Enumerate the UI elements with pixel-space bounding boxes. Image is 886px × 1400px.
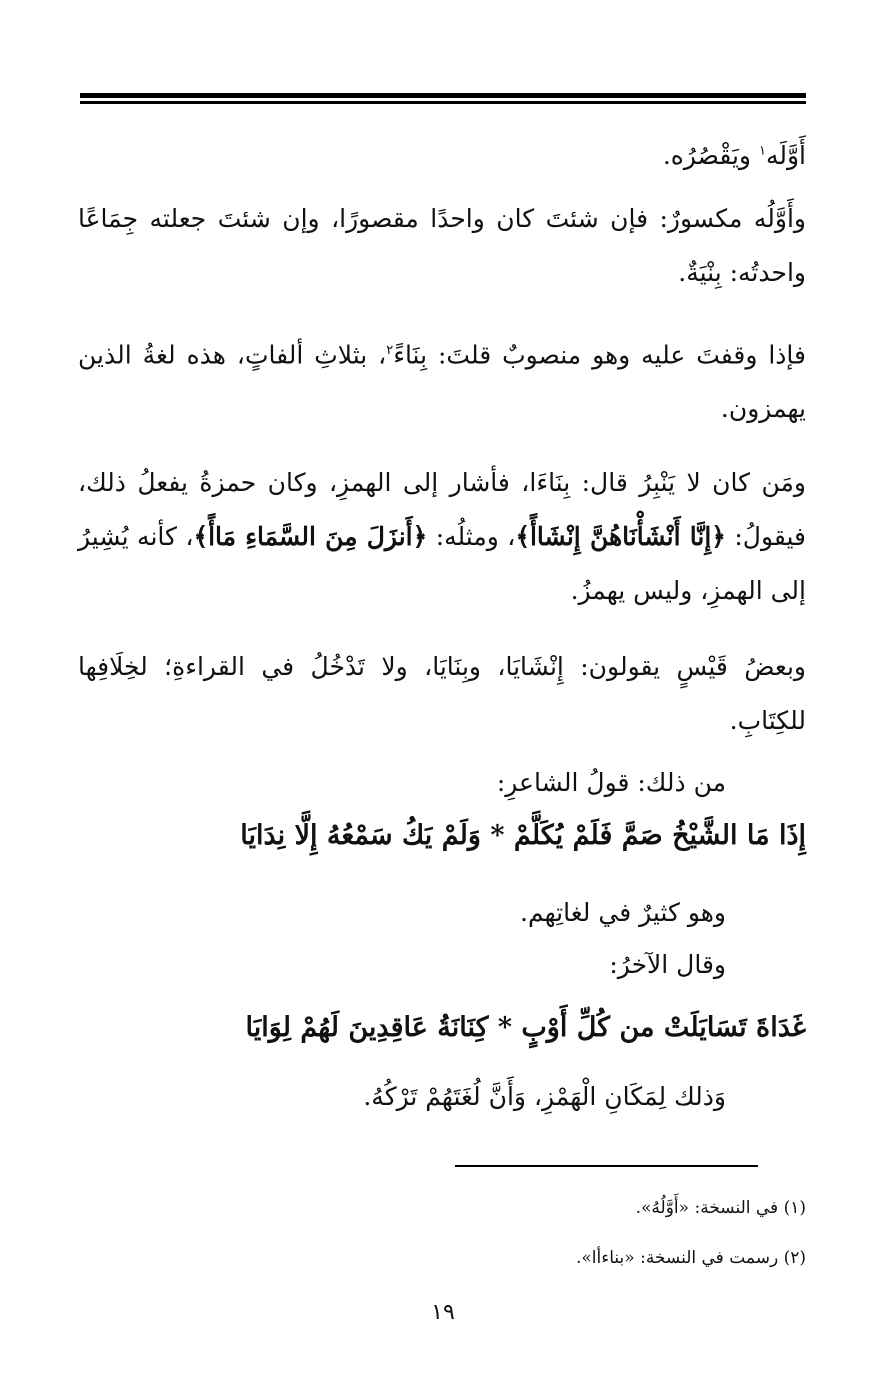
footnote-2: (٢) رسمت في النسخة: «بناءأا».	[576, 1248, 806, 1268]
paragraph-4-part-b: ، ومثلُه:	[427, 522, 516, 551]
text-line-poet-intro: من ذلك: قولُ الشاعرِ:	[496, 768, 726, 797]
paragraph-4-part-c: ، كأنه يُشِيرُ إلى الهمزِ، وليس يهمزُ.	[78, 522, 806, 605]
paragraph-3-text	[78, 324, 806, 436]
paragraph-3-part-a: فإذا وقفتَ عليه وهو منصوبٌ قلتَ: بِنَاءً	[393, 340, 806, 370]
text-line-1	[663, 141, 806, 170]
paragraph-4	[78, 456, 806, 618]
quran-quote-2: ﴿أَنزَلَ مِنَ السَّمَاءِ مَاأً﴾	[193, 522, 428, 551]
footnote-ref-2[interactable]: ٢	[386, 343, 394, 358]
footnote-rule	[455, 1165, 758, 1167]
page-number: ١٩	[431, 1300, 455, 1325]
quran-quote-1: ﴿إِنَّا أَنْشَأْنَاهُنَّ إِنْشَاأً﴾	[515, 522, 726, 551]
paragraph-3-part-b: ، بثلاثِ ألفاتٍ، هذه لغةُ الذين يهمزون.	[78, 340, 806, 424]
text-line-1-rest: ويَقْصُرُه.	[662, 141, 759, 170]
text-line-8: وقال الآخرُ:	[609, 950, 726, 979]
verse-1: إِذَا مَا الشَّيْخُ صَمَّ فَلَمْ يُكَلَّمْ * وَلَمْ يَكُ سَمْعُهُ إِلَّا نِدَايَا	[240, 820, 806, 851]
verse-2: غَدَاةَ تَسَايَلَتْ من كُلِّ أَوْبٍ * كِنَانَةُ عَاقِدِينَ لَهُمْ لِوَايَا	[245, 1012, 806, 1043]
footnote-1: (١) في النسخة: «أَوَّلُهُ».	[635, 1198, 806, 1218]
paragraph-2-text: وأَوَّلُه مكسورٌ: فإن شئتَ كان واحدًا مقصورًا، وإن شئتَ جعلته جِمَاعًا واحدتُه: بِنْيَةٌ.	[78, 204, 806, 287]
paragraph-4-part-a: ومَن كان لا يَنْبِرُ قال: بِنَاءَا، فأشار إلى الهمزِ، وكان حمزةُ يفعلُ ذلك، فيقولُ:	[78, 468, 807, 551]
header-rule-thick	[80, 93, 806, 98]
paragraph-3	[78, 324, 806, 436]
paragraph-4-text	[78, 456, 806, 618]
footnote-ref-1[interactable]: ١	[758, 143, 766, 159]
text-line-9: وَذلك لِمَكَانِ الْهَمْزِ، وَأَنَّ لُغَتَهُمْ تَرْكُهُ.	[363, 1082, 726, 1111]
word-awwalah: أَوَّلَه	[765, 141, 806, 170]
text-line-7: وهو كثيرٌ في لغاتِهم.	[520, 898, 726, 927]
paragraph-2	[78, 192, 806, 300]
header-rule-thin	[80, 101, 806, 104]
paragraph-5-text: وبعضُ قَيْسٍ يقولون: إِنْشَايَا، وبِنَايَا، ولا تَدْخُلُ في القراءةِ؛ لخِلَافِها للكِتَابِ.	[78, 652, 806, 735]
paragraph-5	[78, 640, 806, 748]
